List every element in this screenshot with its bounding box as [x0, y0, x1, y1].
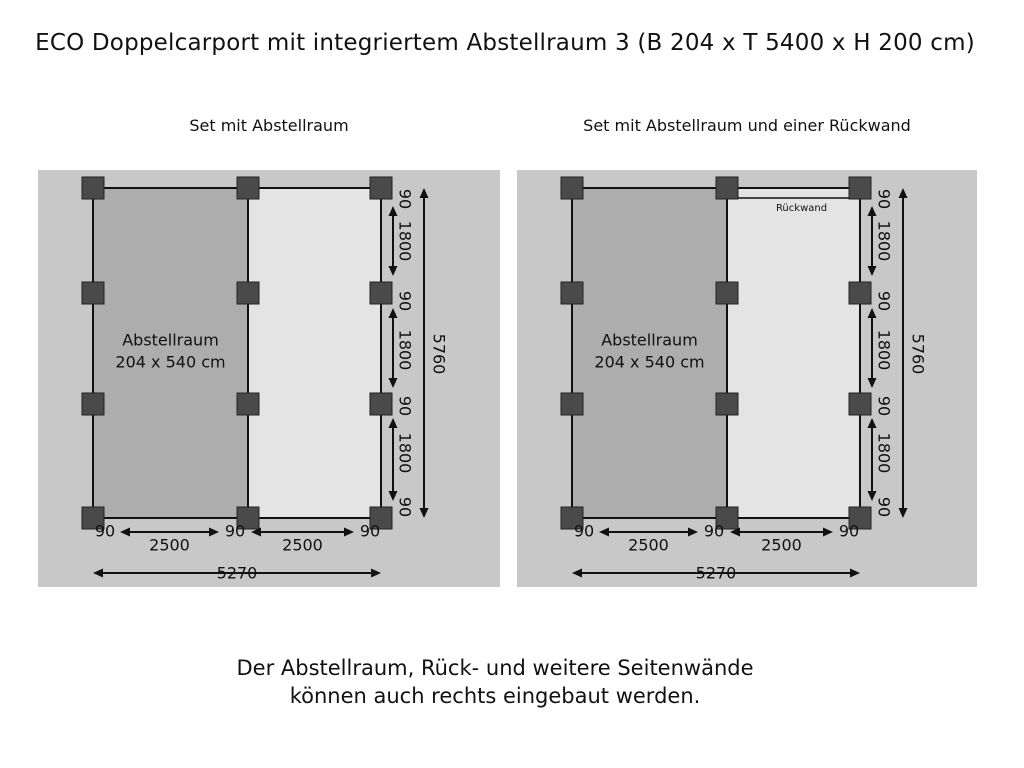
- arrowhead: [344, 528, 354, 537]
- dimension-bay-depth: 1800: [395, 329, 415, 371]
- floor-plan-svg: [38, 170, 500, 587]
- post: [716, 282, 738, 304]
- storage-room-name: Abstellraum: [122, 330, 219, 350]
- dimension-post-width: 90: [838, 521, 860, 541]
- dimension-post-width: 90: [94, 521, 116, 541]
- dimension-post-depth: 90: [874, 496, 894, 518]
- dimension-bay-depth: 1800: [874, 220, 894, 262]
- dimension-post-width: 90: [359, 521, 381, 541]
- dimension-post-depth: 90: [874, 395, 894, 417]
- dimension-bay-depth: 1800: [395, 220, 415, 262]
- dimension-post-depth: 90: [874, 290, 894, 312]
- arrowhead: [868, 378, 877, 388]
- dimension-total-depth: 5760: [429, 333, 449, 375]
- post: [237, 393, 259, 415]
- post: [716, 393, 738, 415]
- dimension-post-width: 90: [703, 521, 725, 541]
- post: [561, 177, 583, 199]
- storage-room-name: Abstellraum: [601, 330, 698, 350]
- dimension-total-depth: 5760: [908, 333, 928, 375]
- dimension-post-depth: 90: [395, 395, 415, 417]
- dimension-post-depth: 90: [395, 188, 415, 210]
- storage-room-size: 204 x 540 cm: [594, 352, 705, 372]
- arrowhead: [868, 266, 877, 276]
- post: [82, 177, 104, 199]
- post: [370, 393, 392, 415]
- dimension-post-width: 90: [573, 521, 595, 541]
- floor-plan-svg: [517, 170, 977, 587]
- page-title: ECO Doppelcarport mit integriertem Abstellraum 3 (B 204 x T 5400 x H 200 cm): [35, 30, 975, 56]
- dimension-bay-depth: 1800: [874, 432, 894, 474]
- rear-wall-label: Rückwand: [775, 203, 828, 214]
- storage-room-size: 204 x 540 cm: [115, 352, 226, 372]
- footer-note-line-2: können auch rechts eingebaut werden.: [289, 684, 701, 708]
- panel-label-storage-rear-wall: Set mit Abstellraum und einer Rückwand: [583, 116, 911, 135]
- arrowhead: [572, 569, 582, 578]
- panel-label-storage: Set mit Abstellraum: [189, 116, 349, 135]
- arrowhead: [823, 528, 833, 537]
- arrowhead: [209, 528, 219, 537]
- arrowhead: [389, 418, 398, 428]
- floor-plan-panel-storage: [38, 170, 500, 587]
- arrowhead: [93, 569, 103, 578]
- arrowhead: [420, 188, 429, 198]
- arrowhead: [389, 378, 398, 388]
- post: [237, 282, 259, 304]
- post: [716, 177, 738, 199]
- arrowhead: [120, 528, 130, 537]
- post: [82, 393, 104, 415]
- post: [849, 177, 871, 199]
- post: [849, 393, 871, 415]
- dimension-total-width: 5270: [216, 563, 258, 583]
- post: [849, 282, 871, 304]
- arrowhead: [899, 508, 908, 518]
- dimension-post-depth: 90: [395, 290, 415, 312]
- dimension-post-depth: 90: [395, 496, 415, 518]
- dimension-post-depth: 90: [874, 188, 894, 210]
- arrowhead: [899, 188, 908, 198]
- dimension-bay-width: 2500: [149, 535, 190, 555]
- post: [82, 282, 104, 304]
- post: [370, 282, 392, 304]
- arrowhead: [688, 528, 698, 537]
- open-carport-bay: [248, 188, 381, 518]
- post: [561, 282, 583, 304]
- dimension-bay-width: 2500: [282, 535, 323, 555]
- post: [370, 177, 392, 199]
- post: [237, 177, 259, 199]
- footer-note-line-1: Der Abstellraum, Rück- und weitere Seitenwände: [236, 656, 754, 680]
- dimension-bay-width: 2500: [761, 535, 802, 555]
- dimension-post-width: 90: [224, 521, 246, 541]
- post: [561, 393, 583, 415]
- arrowhead: [371, 569, 381, 578]
- arrowhead: [868, 418, 877, 428]
- arrowhead: [599, 528, 609, 537]
- arrowhead: [850, 569, 860, 578]
- arrowhead: [389, 266, 398, 276]
- dimension-bay-depth: 1800: [874, 329, 894, 371]
- arrowhead: [420, 508, 429, 518]
- open-carport-bay: [727, 188, 860, 518]
- floor-plan-panel-storage-rear-wall: [517, 170, 977, 587]
- dimension-total-width: 5270: [695, 563, 737, 583]
- dimension-bay-width: 2500: [628, 535, 669, 555]
- dimension-bay-depth: 1800: [395, 432, 415, 474]
